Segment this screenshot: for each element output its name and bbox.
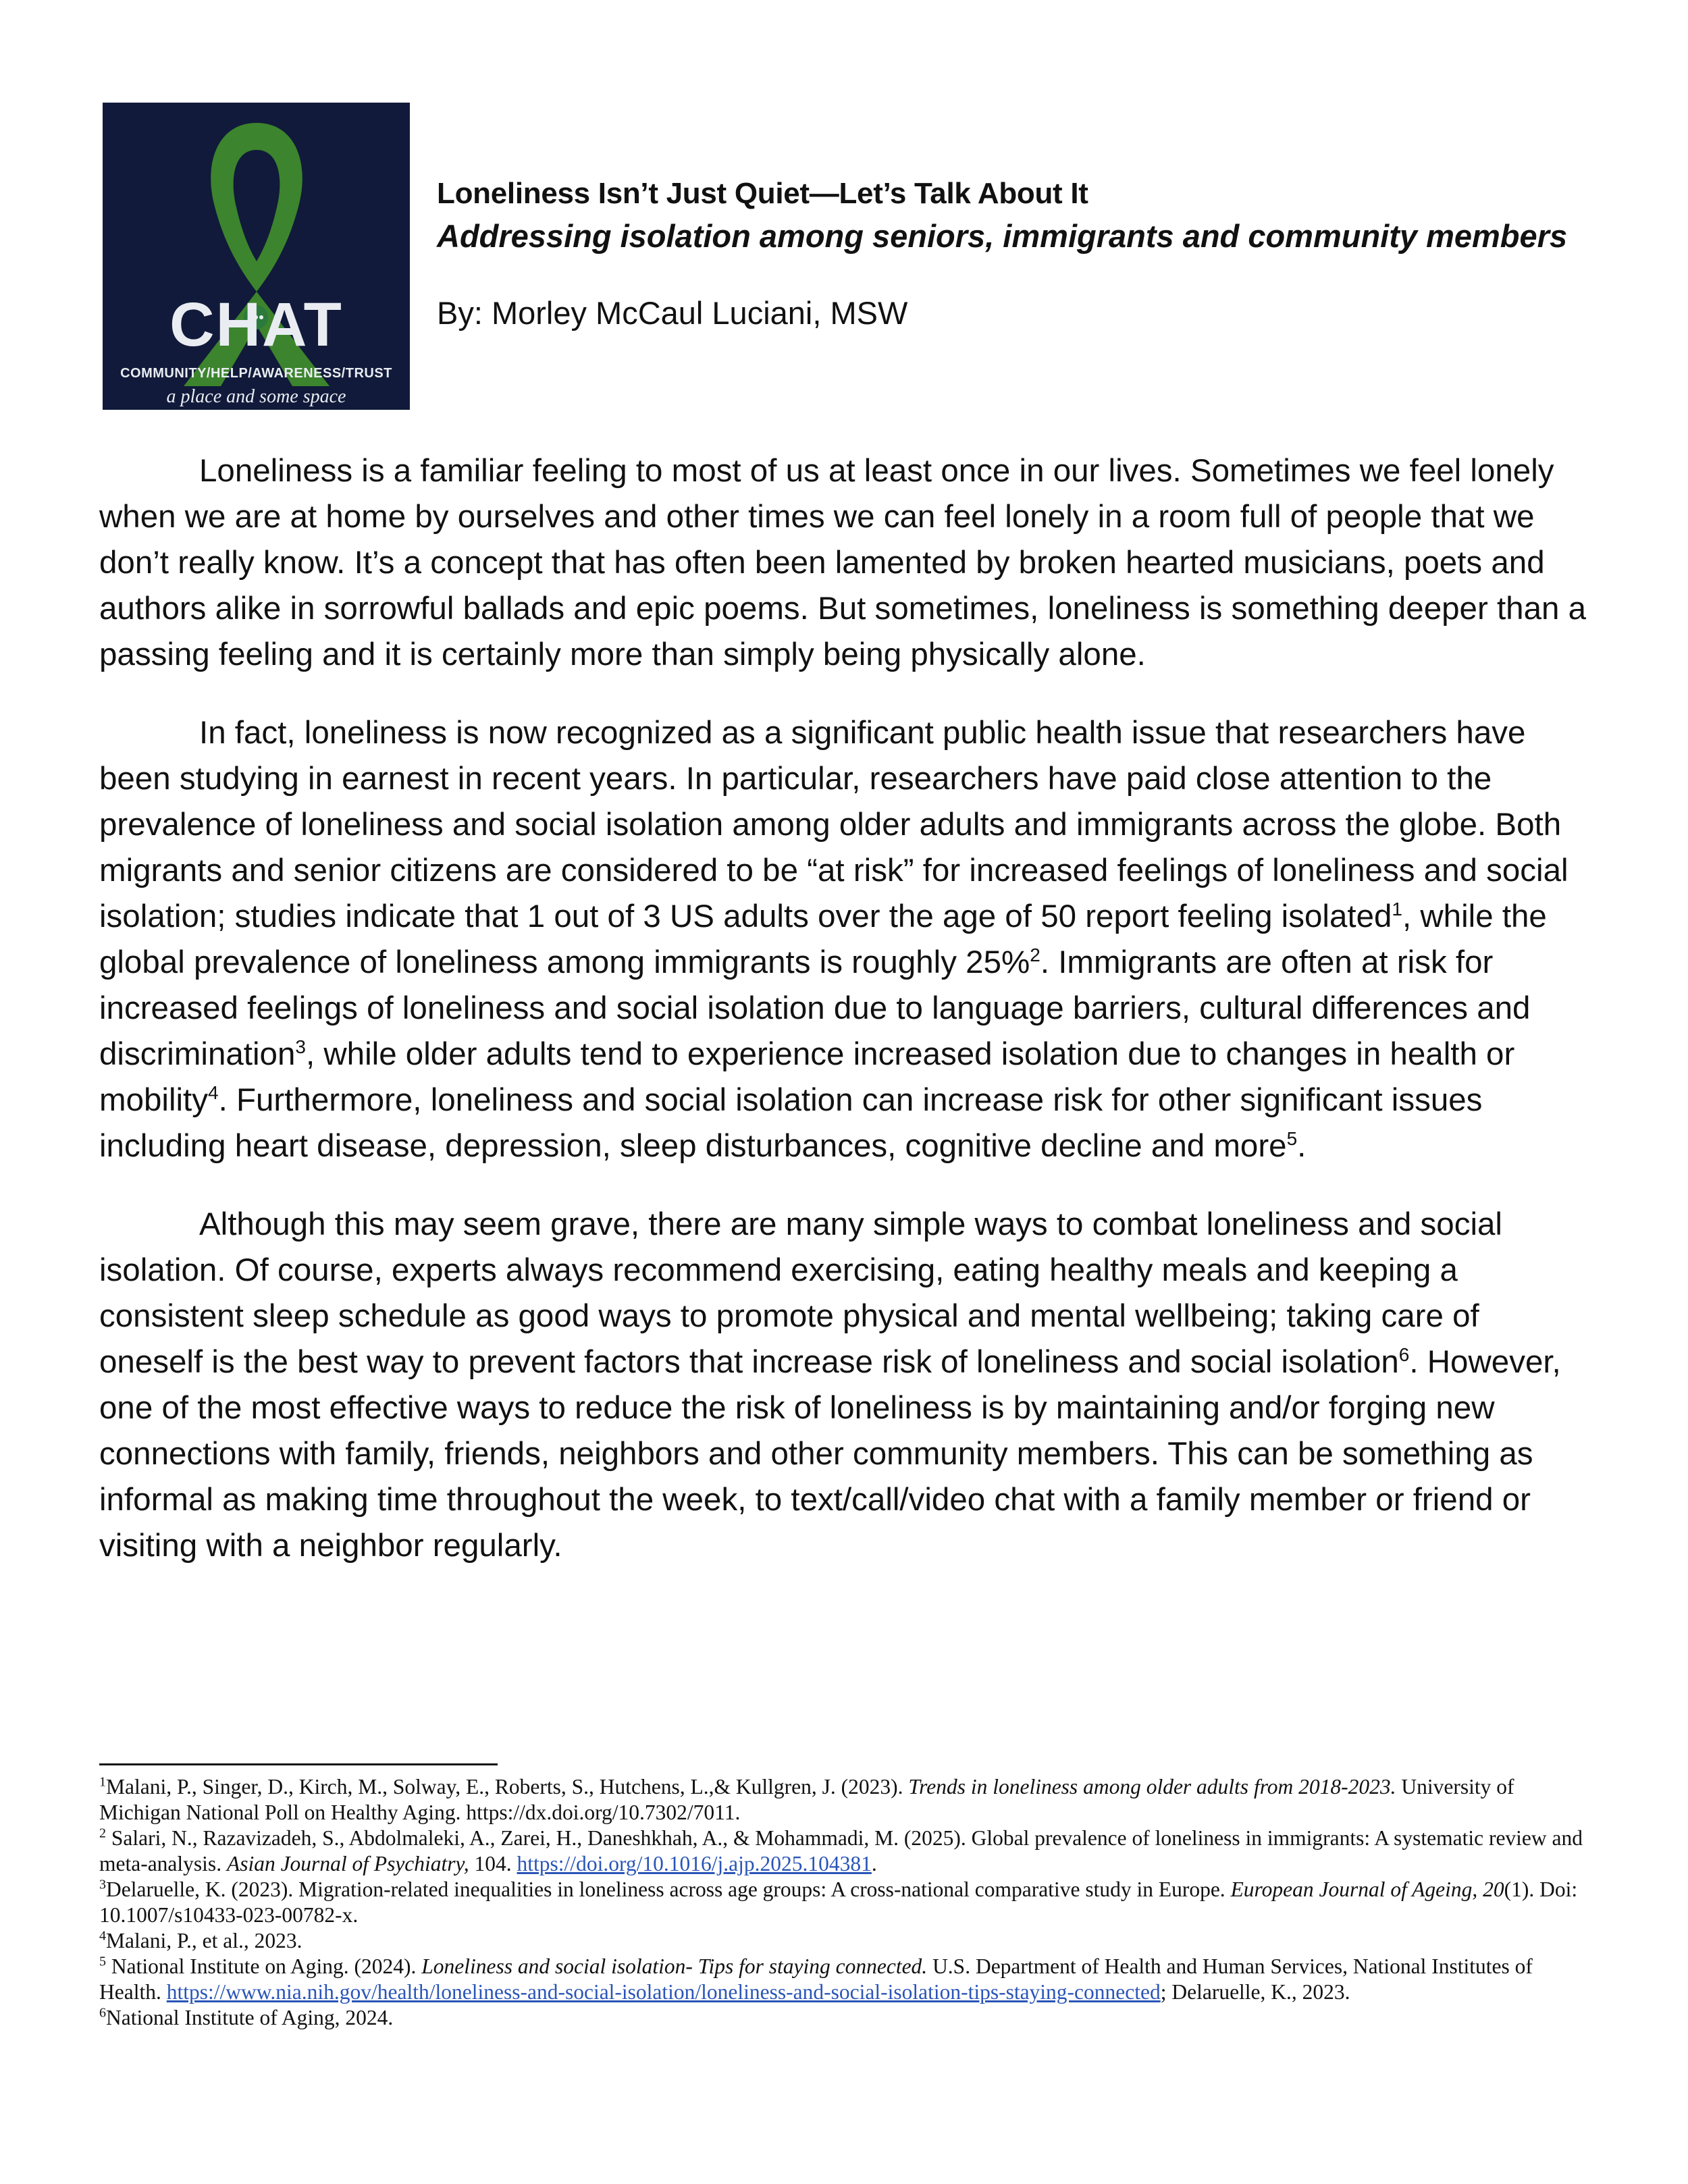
footnote-3: $^3$Delaruelle, K. (2023). Migration-related inequalities in loneliness across age groups: A cross-national comparative study in Europe. European Journal of Ageing, 20(1). Doi: 10.1007/s10433-023-00782-x.	[99, 1877, 1578, 1927]
paragraph-2: In fact, loneliness is now recognized as a significant public health issue that researchers have been studying in earnest in recent years. In particular, researchers have paid close attention to the prevalence of loneliness and social isolation among older adults and immigrants across the globe. Both migrants and senior citizens are considered to be “at risk” for increased feelings of loneliness and social isolation; studies indicate that 1 out of 3 US adults over the age of 50 report feeling isolated$^1$, while the global prevalence of loneliness among immigrants is roughly 25%$^2$. Immigrants are often at risk for increased feelings of loneliness and social isolation due to language barriers, cultural differences and discrimination$^3$, while older adults tend to experience increased isolation due to changes in health or mobility$^4$. Furthermore, loneliness and social isolation can increase risk for other significant issues including heart disease, depression, sleep disturbances, cognitive decline and more$^5$.	[99, 715, 1568, 1164]
doi-link[interactable]: https://doi.org/10.1016/j.ajp.2025.104381	[517, 1852, 872, 1875]
footnote-ref-6[interactable]: 6	[1398, 1344, 1410, 1366]
footnote-ref-3[interactable]: 3	[295, 1036, 306, 1058]
logo-tagline: a place and some space	[166, 386, 346, 407]
green-ribbon-icon	[103, 103, 410, 410]
paragraph-1: Loneliness is a familiar feeling to most of us at least once in our lives. Sometimes we feel lonely when we are at home by ourselves and other times we can feel lonely in a room full of people that we don’t really know. It’s a concept that has often been lamented by broken hearted musicians, poets and authors alike in sorrowful ballads and epic poems. But sometimes, loneliness is something deeper than a passing feeling and it is certainly more than simply being physically alone.	[99, 453, 1587, 672]
footnote-2: $^2$ Salari, N., Razavizadeh, S., Abdolmaleki, A., Zarei, H., Daneshkhah, A., & Mohammadi, M. (2025). Global prevalence of loneliness in immigrants: A systematic review and meta-analysis. Asian Journal of Psychiatry, 104. https://doi.org/10.1016/j.ajp.2025.104381.	[99, 1826, 1583, 1875]
footnote-ref-4[interactable]: 4	[208, 1082, 219, 1104]
footnote-ref-5[interactable]: 5	[1286, 1128, 1298, 1150]
logo-wordmark: CHAT	[169, 290, 343, 359]
article-body	[99, 448, 1591, 1601]
article-subtitle: Addressing isolation among seniors, immigrants and community members	[437, 218, 1568, 254]
footnote-ref-1[interactable]: 1	[1392, 899, 1402, 920]
logo-subtitle: COMMUNITY/HELP/AWARENESS/TRUST	[120, 366, 392, 381]
footnote-4: $^4$Malani, P., et al., 2023.	[99, 1928, 302, 1952]
footnote-1: $^1$Malani, P., Singer, D., Kirch, M., Solway, E., Roberts, S., Hutchens, L.,& Kullgren, J. (2023). Trends in loneliness among older adults from 2018-2023. University of Michigan National Poll on Healthy Aging. https://dx.doi.org/10.7302/7011.	[99, 1774, 1514, 1824]
article-title: Loneliness Isn’t Just Quiet—Let’s Talk About It	[437, 177, 1088, 210]
nia-link[interactable]: https://www.nia.nih.gov/health/loneliness-and-social-isolation/loneliness-and-social-isolation-tips-staying-connected	[166, 1980, 1161, 2004]
footnote-divider	[99, 1763, 498, 1765]
author-byline: By: Morley McCaul Luciani, MSW	[437, 295, 908, 331]
paragraph-3: Although this may seem grave, there are many simple ways to combat loneliness and social isolation. Of course, experts always recommend exercising, eating healthy meals and keeping a consistent sleep schedule as good ways to promote physical and mental wellbeing; taking care of oneself is the best way to prevent factors that increase risk of loneliness and social isolation$^6$. However, one of the most effective ways to reduce the risk of loneliness is by maintaining and/or forging new connections with family, friends, neighbors and other community members. This can be something as informal as making time throughout the week, to text/call/video chat with a family member or friend or visiting with a neighbor regularly.	[99, 1206, 1561, 1564]
footnotes	[99, 1774, 1598, 2031]
chat-logo	[103, 103, 410, 410]
footnote-6: $^6$National Institute of Aging, 2024.	[99, 2005, 394, 2029]
footnote-ref-2[interactable]: 2	[1030, 944, 1040, 966]
footnote-5: $^5$ National Institute on Aging. (2024). Loneliness and social isolation- Tips for staying connected. U.S. Department of Health and Human Services, National Institutes of Health. https://www.nia.nih.gov/health/loneliness-and-social-isolation/loneliness-and-social-isolation-tips-staying-connected; Delaruelle, K., 2023.	[99, 1954, 1533, 2004]
